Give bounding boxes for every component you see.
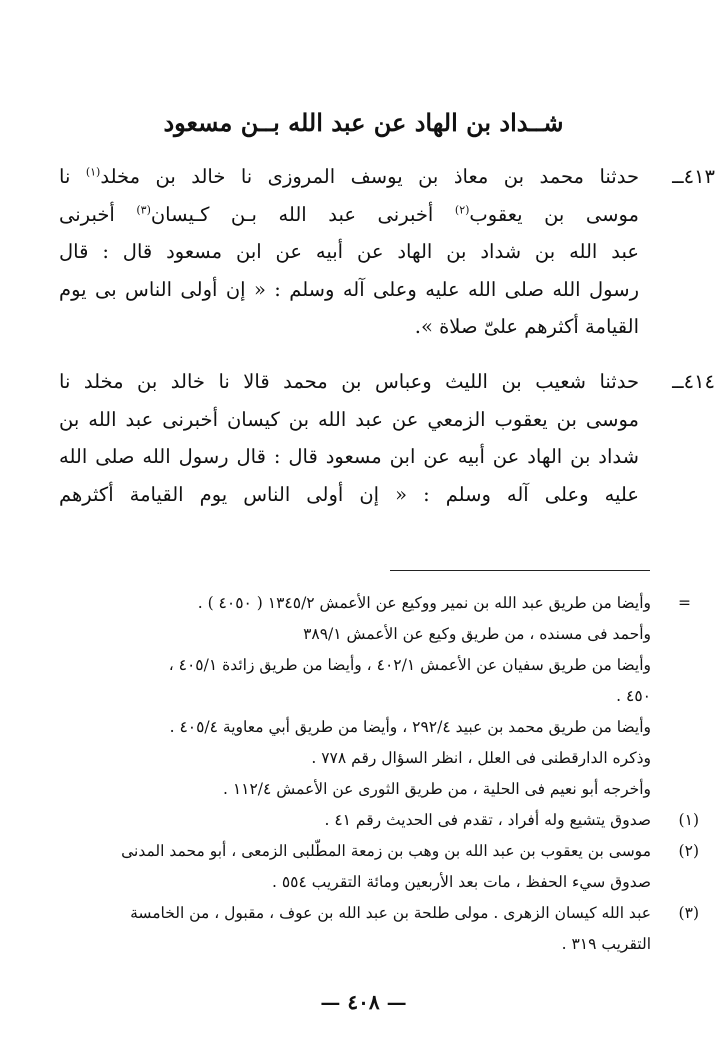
footnote-line: عبد الله كيسان الزهرى . مولى طلحة بن عبد الله بن عوف ، مقبول ، من الخامسة [130,904,651,922]
hadith-number: ٤١٣ــ [672,165,715,188]
footnote-ref: (١) [85,165,101,179]
footnote-line: وذكره الدارقطنى فى العلل ، انظر السؤال رقم ٧٧٨ . [311,749,651,767]
hadith-line [59,158,639,196]
footnote-ref: (٢) [454,203,470,216]
hadith-number: ٤١٤ــ [672,370,715,393]
page-number: — ٤٠٨ — [320,990,407,1014]
hadith-text: أخبرنى [59,202,115,226]
footnote-line: موسى بن يعقوب بن عبد الله بن وهب بن زمعة المطّلبى الزمعى ، أبو محمد المدنى [121,842,651,860]
hadith-413 [59,158,715,346]
hadith-line: موسى بن يعقوب الزمعي عن عبد الله بن كيسان أخبرنى عبد الله بن [59,407,639,431]
continuation-mark: = [678,594,691,612]
footnote-3 [41,898,699,960]
footnote-line: وأيضا من طريق محمد بن عبيد ٢٩٢/٤ ، وأيضا من طريق أبي معاوية ٤٠٥/٤ . [169,718,651,736]
footnote-2 [41,836,699,898]
hadith-414 [59,363,715,513]
hadith-text: أخبرنى عبد الله بـن كـيسان [150,202,434,226]
footnote-line: صدوق يتشيع وله أفراد ، تقدم فى الحديث رقم ٤١ . [324,811,651,829]
hadith-line: عليه وعلى آله وسلم : « إن أولى الناس يوم القيامة أكثرهم [59,482,639,506]
hadith-text: حدثنا محمد بن معاذ بن يوسف المروزى نا خالد بن مخلد [100,165,639,188]
hadith-line: حدثنا شعيب بن الليث وعباس بن محمد قالا نا خالد بن مخلد نا [59,370,639,393]
footnote-mark: (٢) [678,842,699,860]
hadith-line: رسول الله صلى الله عليه وعلى آله وسلم : « إن أولى الناس بى يوم [59,277,639,301]
section-heading: شــداد بن الهاد عن عبد الله بــن مسعود [163,108,564,137]
footnote-divider [390,570,650,571]
hadith-line: القيامة أكثرهم علىّ صلاة ». [414,315,639,338]
footnote-ref: (٣) [136,203,151,216]
footnote-line: صدوق سيء الحفظ ، مات بعد الأربعين ومائة التقريب ٥٥٤ . [272,873,651,891]
hadith-line: شداد بن الهاد عن أبيه عن ابن مسعود قال : قال رسول الله صلى الله [59,445,639,468]
hadith-text: موسى بن يعقوب [469,202,640,226]
footnote-line: وأيضا من طريق سفيان عن الأعمش ٤٠٢/١ ، وأيضا من طريق زائدة ٤٠٥/١ ، [168,656,651,674]
footnote-line: وأحمد فى مسنده ، من طريق وكيع عن الأعمش ٣٨٩/١ [303,625,651,643]
footnote-line: وأخرجه أبو نعيم فى الحلية ، من طريق الثورى عن الأعمش ١١٢/٤ . [222,780,651,798]
hadith-line [59,196,639,234]
footnote-mark: (٣) [678,904,699,922]
footnotes-section [41,588,699,960]
hadith-line: عبد الله بن شداد بن الهاد عن أبيه عن ابن مسعود قال : قال [59,240,639,263]
continued-footnote [41,588,691,805]
footnote-1 [41,805,699,836]
hadith-text: نا [59,165,71,188]
footnote-line: وأيضا من طريق عبد الله بن نمير ووكيع عن الأعمش ١٣٤٥/٢ ( ٤٠٥٠ ) . [197,594,651,612]
footnote-line: ٤٥٠ . [616,687,651,705]
footnote-line: التقريب ٣١٩ . [561,935,651,953]
footnote-mark: (١) [678,811,699,829]
